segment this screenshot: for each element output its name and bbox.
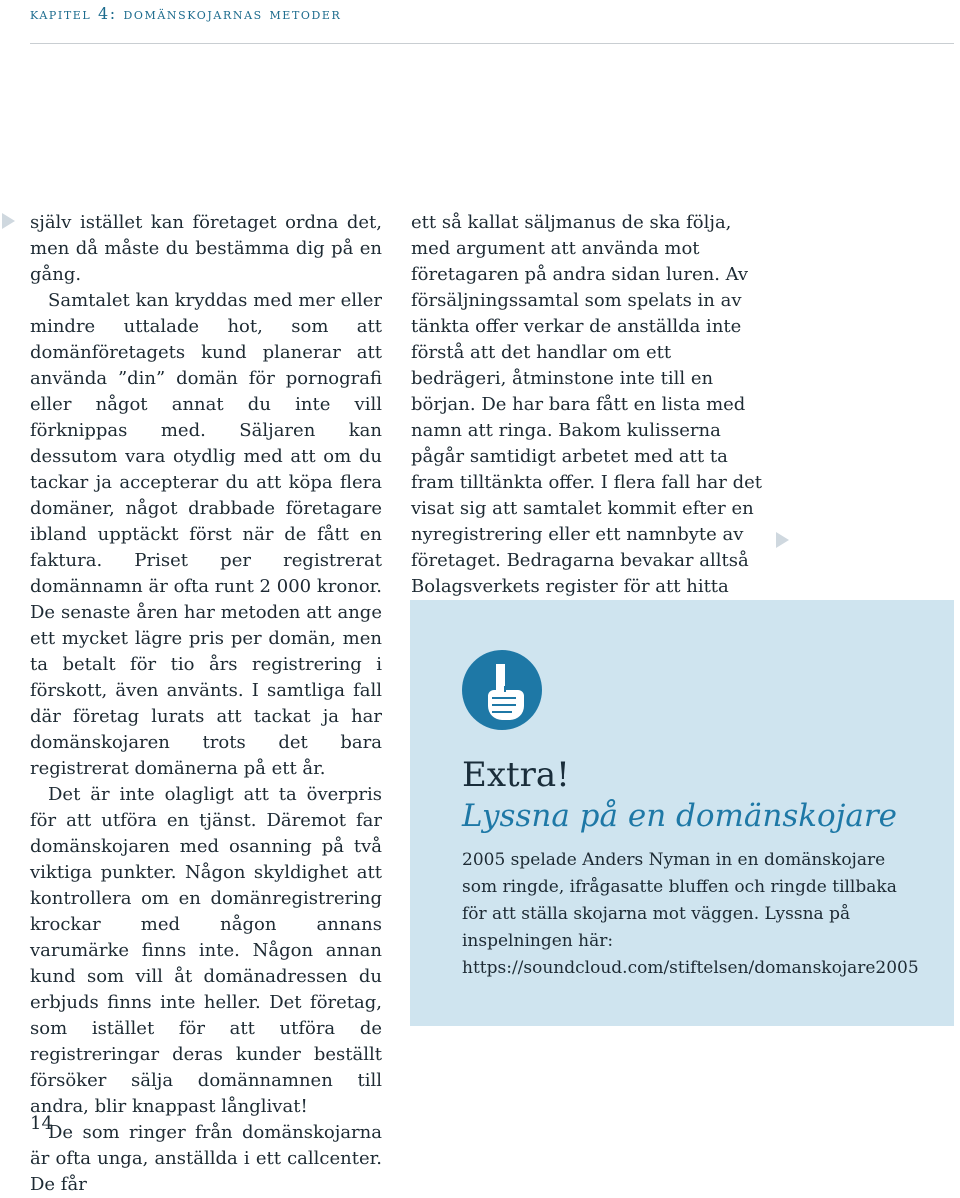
paragraph: ett så kallat säljmanus de ska följa, med argument att använda mot företagaren på andra sidan luren. Av försäljningssamtal som spelats in av tänkta offer verkar de anställda inte förstå att det handlar om ett bedrägeri, åtminstone inte till en början. De har bara fått en lista med namn att ringa. Bakom kulisserna pågår samtidigt arbetet med att ta fram tilltänkta offer. I flera fall har det visat sig att samtalet kommit efter en nyregistrering eller ett namnbyte av företaget. Bedragarna bevakar alltså Bolagsverkets register för att hitta <box>411 212 763 597</box>
extra-box-subtitle: Lyssna på en domänskojare <box>462 798 897 834</box>
left-text-column <box>30 210 382 1198</box>
continuation-arrow-icon <box>2 213 15 229</box>
paragraph: själv istället kan företaget ordna det, men då måste du bestämma dig på en gång. <box>30 212 382 285</box>
header-divider <box>30 43 954 44</box>
chapter-running-header: kapitel 4: domänskojarnas metoder <box>30 4 342 23</box>
continuation-arrow-icon <box>776 532 789 548</box>
paragraph: Det är inte olagligt att ta överpris för att utföra en tjänst. Däremot far domänskojaren med osanning på två viktiga punkter. Någon skyldighet att kontrollera om en domänregistrering krockar med någon annans varumärke finns inte. Någon annan kund som vill åt domänadressen du erbjuds finns inte heller. Det företag, som istället för att utföra de registreringar deras kunder beställt försöker sälja domännamnen till andra, blir knappast långlivat! <box>30 784 382 1117</box>
extra-info-box <box>410 600 954 1026</box>
extra-box-body: 2005 spelade Anders Nyman in en domänskojare som ringde, ifrågasatte bluffen och ringde tillbaka för att ställa skojarna mot väggen. Lyssna på inspelningen här: https://soundcloud.com/stiftelsen/domanskojare2005 <box>462 850 919 978</box>
paragraph: De som ringer från domänskojarna är ofta unga, anställda i ett callcenter. De får <box>30 1122 382 1195</box>
right-text-column <box>411 210 763 626</box>
raised-index-finger-icon <box>462 650 542 730</box>
paragraph: Samtalet kan kryddas med mer eller mindre uttalade hot, som att domänföretagets kund planerar att använda ”din” domän för pornografi eller något annat du inte vill förknippas med. Säljaren kan dessutom vara otydlig med att om du tackar ja accepterar du att köpa flera domäner, något drabbade företagare ibland upptäckt först när de fått en faktura. Priset per registrerat domännamn är ofta runt 2 000 kronor. De senaste åren har metoden att ange ett mycket lägre pris per domän, men ta betalt för tio års registrering i förskott, även använts. I samtliga fall där företag lurats att tackat ja har domänskojaren trots det bara registrerat domänerna på ett år. <box>30 290 382 779</box>
page-number: 14 <box>30 1113 53 1134</box>
extra-box-title: Extra! <box>462 755 570 795</box>
